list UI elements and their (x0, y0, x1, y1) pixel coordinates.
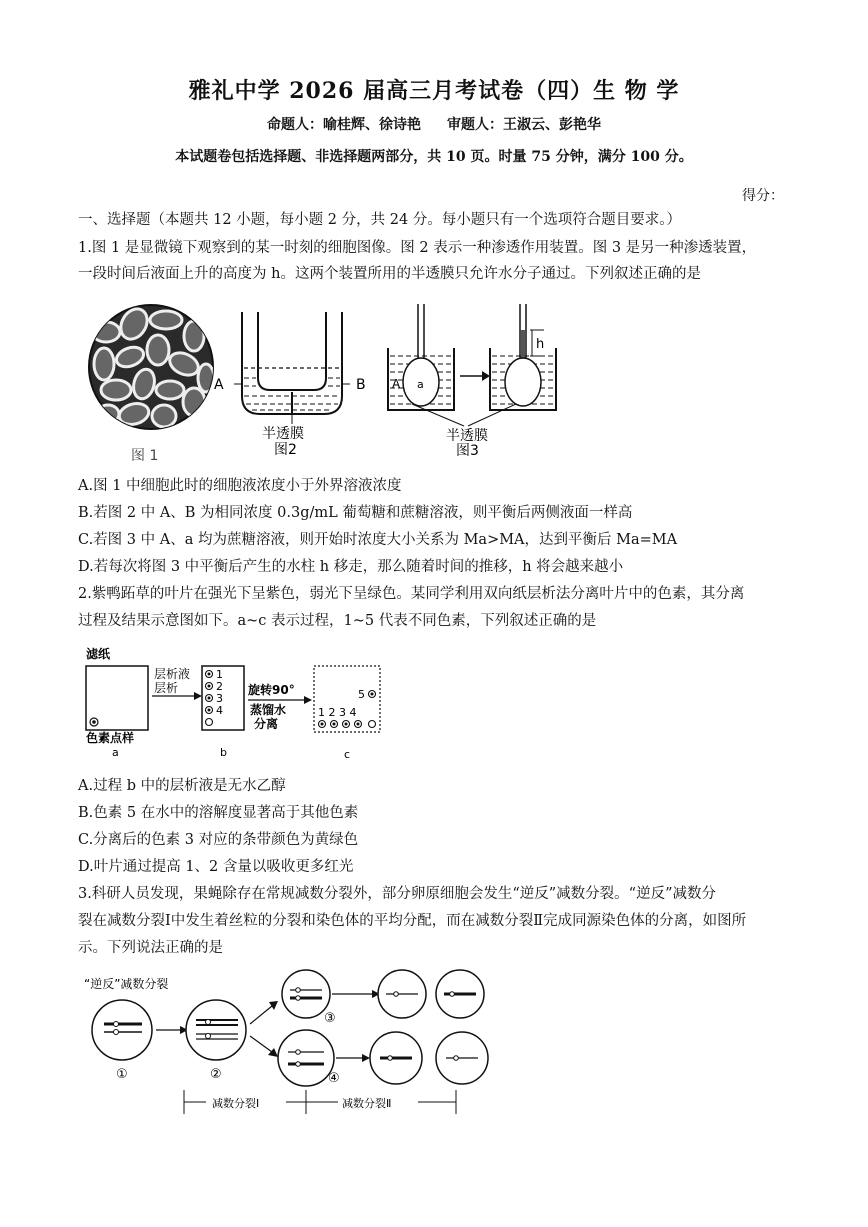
q3-meiosis-figure (80, 968, 500, 1120)
b-label: b (220, 746, 227, 759)
fig2-label-a: A (214, 377, 224, 393)
q3-stem-line2: 裂在减数分裂Ⅰ中发生着丝粒的分裂和染色体的平均分配，而在减数分裂Ⅱ完成同源染色体的分离，如图所 (78, 913, 747, 929)
q1-stem-line2: 一段时间后液面上升的高度为 h。这两个装置所用的半透膜只允许水分子通过。下列叙述正确的是 (78, 266, 701, 282)
fig3-caption: 图3 (456, 443, 479, 459)
stage-marker-4: ④ (328, 1071, 340, 1086)
fig2-utube (206, 308, 386, 458)
reviewers: 审题人：王淑云、彭艳华 (447, 117, 601, 133)
setters: 命题人：喻桂辉、徐诗艳 (267, 117, 421, 133)
b-number-2: 2 (216, 680, 223, 693)
q1-option-b: B.若图 2 中 A、B 为相同浓度 0.3g/mL 葡萄糖和蔗糖溶液，则平衡后两侧液面一样高 (78, 505, 633, 521)
arrow2-top: 旋转90° (248, 683, 295, 697)
score-label: 得分： (742, 188, 784, 204)
q2-option-c: C.分离后的色素 3 对应的条带颜色为黄绿色 (78, 832, 359, 848)
fig2-caption: 图2 (274, 442, 297, 458)
q2-option-a: A.过程 b 中的层析液是无水乙醇 (78, 778, 286, 794)
fig3-label-h: h (536, 337, 545, 352)
q1-option-d: D.若每次将图 3 中平衡后产生的水柱 h 移走，那么随着时间的推移，h 将会越来越小 (78, 559, 624, 575)
q2-option-b: B.色素 5 在水中的溶解度显著高于其他色素 (78, 805, 359, 821)
b-number-3: 3 (216, 692, 223, 705)
q1-option-a: A.图 1 中细胞此时的细胞液浓度小于外界溶液浓度 (78, 478, 402, 494)
fig3-membrane-label: 半透膜 (446, 428, 488, 444)
exam-note: 本试题卷包括选择题、非选择题两部分，共 10 页。时量 75 分钟，满分 100 分。 (175, 149, 693, 165)
stage-meiosis-1: 减数分裂Ⅰ (212, 1097, 260, 1110)
b-number-4: 4 (216, 704, 223, 717)
fig-title: “逆反”减数分裂 (84, 977, 169, 991)
author-line (0, 114, 868, 134)
q2-stem-line2: 过程及结果示意图如下。a~c 表示过程，1~5 代表不同色素，下列叙述正确的是 (78, 613, 597, 629)
c-numbers: 1 2 3 4 (318, 706, 357, 719)
stage-marker-2: ② (210, 1067, 222, 1082)
arrow2-bottom: 分离 (254, 717, 279, 731)
arrow1-bottom: 层析 (154, 681, 179, 695)
spot-label: 色素点样 (86, 731, 135, 745)
c-label: c (344, 748, 351, 761)
fig1-caption: 图 1 (131, 448, 159, 464)
c-five: 5 (358, 688, 365, 701)
arrow1-top: 层析液 (154, 667, 191, 681)
stage-meiosis-2: 减数分裂Ⅱ (342, 1097, 392, 1110)
stage-marker-1: ① (116, 1067, 128, 1082)
fig3-label-small-a: a (417, 378, 424, 391)
q1-option-c: C.若图 3 中 A、a 均为蔗糖溶液，则开始时浓度大小关系为 Ma>MA，达到平衡后 Ma=MA (78, 532, 678, 548)
fig2-label-b: B (356, 377, 366, 393)
section-heading: 一、选择题（本题共 12 小题，每小题 2 分，共 24 分。每小题只有一个选项符合题目要求。） (78, 212, 682, 228)
b-number-1: 1 (216, 668, 223, 681)
fig1-micrograph (86, 302, 216, 470)
fig3-label-a: A (392, 377, 401, 391)
q2-option-d: D.叶片通过提高 1、2 含量以吸收更多红光 (78, 859, 354, 875)
q3-stem-line1: 3.科研人员发现，果蝇除存在常规减数分裂外，部分卵原细胞会发生“逆反”减数分裂。“逆反”减数分 (78, 886, 716, 902)
q2-chromatography-figure (82, 644, 402, 766)
q3-stem-line3: 示。下列说法正确的是 (78, 940, 223, 956)
stage-marker-3: ③ (324, 1011, 336, 1026)
page-title: 雅礼中学 2026 届高三月考试卷（四）生 物 学 (188, 78, 680, 104)
fig2-membrane-label: 半透膜 (262, 426, 304, 442)
fig3-osmosis (384, 300, 574, 460)
paper-label: 滤纸 (86, 647, 111, 661)
q2-stem-line1: 2.紫鸭跖草的叶片在强光下呈紫色，弱光下呈绿色。某同学利用双向纸层析法分离叶片中的色素，其分离 (78, 586, 745, 602)
a-label: a (112, 746, 119, 759)
arrow2-mid: 蒸馏水 (250, 703, 287, 717)
q1-stem-line1: 1.图 1 是显微镜下观察到的某一时刻的细胞图像。图 2 表示一种渗透作用装置。图 3 是另一种渗透装置， (78, 240, 757, 256)
